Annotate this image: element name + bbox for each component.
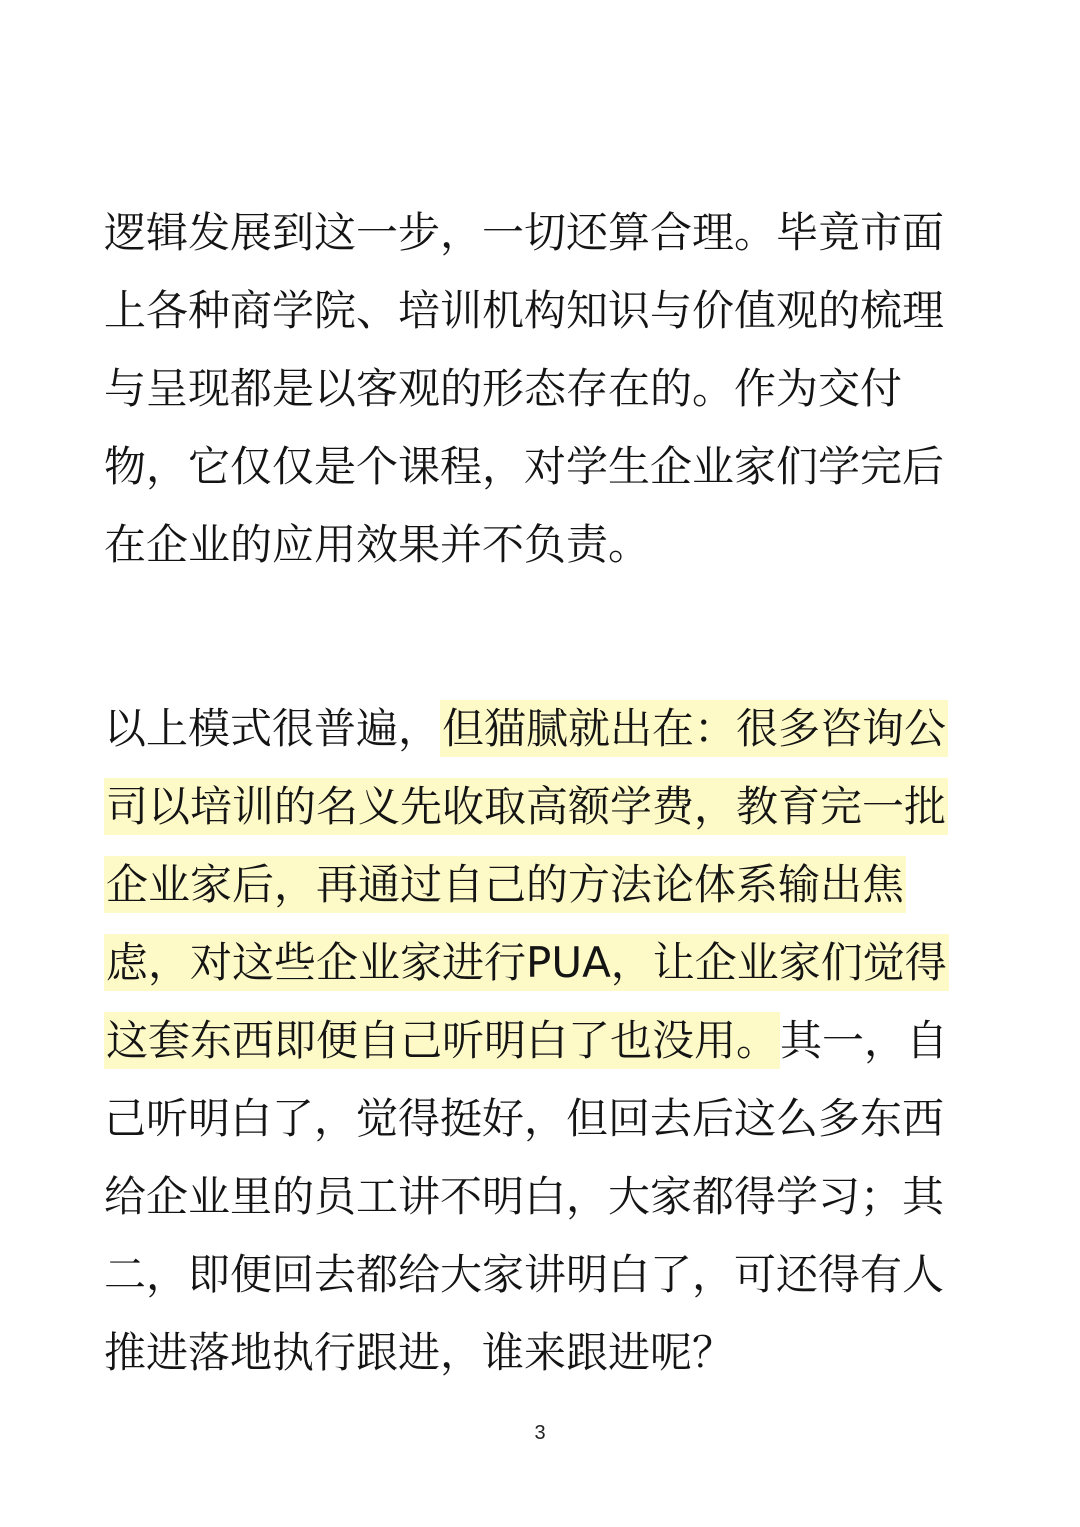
text-line xyxy=(104,1236,954,1314)
body-text: 己听明白了，觉得挺好，但回去后这么多东西 xyxy=(104,1094,945,1143)
body-text: 以上模式很普遍， xyxy=(104,704,441,753)
body-text: 给企业里的员工讲不明白，大家都得学习；其 xyxy=(104,1172,945,1221)
page-number: 3 xyxy=(534,1422,546,1444)
text-line xyxy=(104,690,954,768)
highlighted-text: 企业家后，再通过自己的方法论体系输出焦 xyxy=(104,856,906,913)
text-line xyxy=(104,1002,954,1080)
text-line xyxy=(104,924,954,1002)
text-line xyxy=(104,194,954,272)
text-line xyxy=(104,1158,954,1236)
text-line xyxy=(104,768,954,846)
highlighted-text: 这套东西即便自己听明白了也没用。 xyxy=(104,1012,780,1069)
body-text: 上各种商学院、培训机构知识与价值观的梳理 xyxy=(104,286,945,335)
text-line xyxy=(104,272,954,350)
highlighted-text: 虑，对这些企业家进行PUA，让企业家们觉得 xyxy=(104,934,949,991)
body-text: 与呈现都是以客观的形态存在的。作为交付 xyxy=(104,364,903,413)
text-line xyxy=(104,350,954,428)
text-line xyxy=(104,846,954,924)
paragraph-2 xyxy=(104,690,954,1392)
body-text: 推进落地执行跟进，谁来跟进呢？ xyxy=(104,1328,735,1377)
text-line xyxy=(104,428,954,506)
text-line xyxy=(104,1080,954,1158)
body-text: 在企业的应用效果并不负责。 xyxy=(104,520,651,569)
paragraph-1 xyxy=(104,194,954,584)
body-text: 其一，自 xyxy=(780,1016,949,1065)
text-line xyxy=(104,1314,954,1392)
highlighted-text: 但猫腻就出在：很多咨询公 xyxy=(440,700,948,757)
body-text: 二，即便回去都给大家讲明白了，可还得有人 xyxy=(104,1250,945,1299)
body-text: 物，它仅仅是个课程，对学生企业家们学完后 xyxy=(104,442,945,491)
body-text: 逻辑发展到这一步，一切还算合理。毕竟市面 xyxy=(104,208,945,257)
highlighted-text: 司以培训的名义先收取高额学费，教育完一批 xyxy=(104,778,948,835)
text-line xyxy=(104,506,954,584)
